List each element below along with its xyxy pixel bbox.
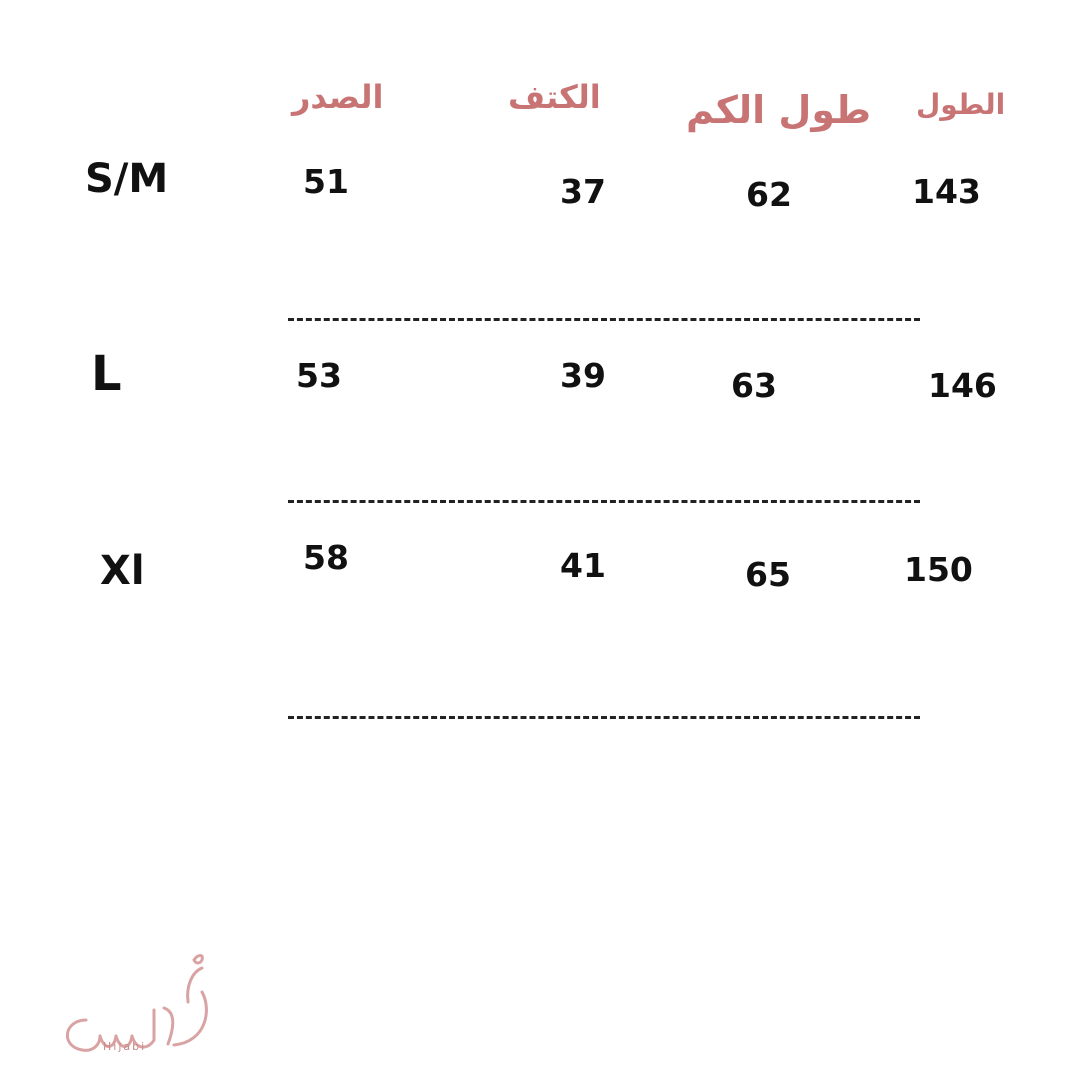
size-label-xl: Xl <box>100 548 145 594</box>
header-shoulder: الكتف <box>508 78 601 116</box>
header-length: الطول <box>916 88 1006 121</box>
chest-value-sm: 51 <box>303 162 349 201</box>
header-chest: الصدر <box>292 78 384 116</box>
sleeve-value-xl: 65 <box>745 555 791 594</box>
sleeve-value-sm: 62 <box>746 175 792 214</box>
shoulder-value-xl: 41 <box>560 546 606 585</box>
size-label-sm: S/M <box>85 156 169 202</box>
row-divider <box>288 500 920 503</box>
chest-value-xl: 58 <box>303 538 349 577</box>
row-divider <box>288 318 920 321</box>
length-value-sm: 143 <box>912 172 981 211</box>
size-label-l: L <box>91 346 122 402</box>
chest-value-l: 53 <box>296 356 342 395</box>
length-value-xl: 150 <box>904 550 973 589</box>
length-value-l: 146 <box>928 366 997 405</box>
shoulder-value-l: 39 <box>560 356 606 395</box>
sleeve-value-l: 63 <box>731 366 777 405</box>
shoulder-value-sm: 37 <box>560 172 606 211</box>
row-divider <box>288 716 920 719</box>
brand-logo-text: Hijabi <box>103 1040 147 1053</box>
header-sleeve-length: طول الكم <box>686 88 872 132</box>
